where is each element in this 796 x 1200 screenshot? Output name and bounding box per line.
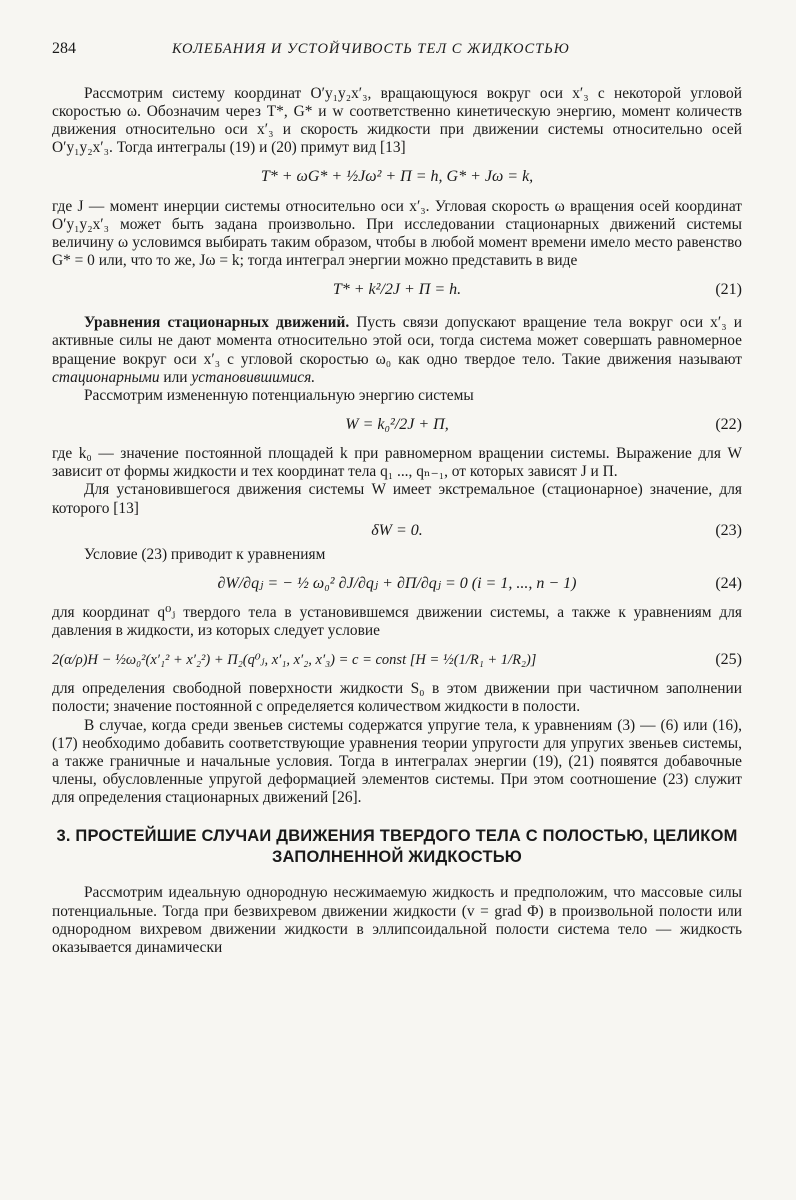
equation-25-label: (25) xyxy=(715,650,742,668)
paragraph-9: для определения свободной поверхности жидкости S₀ в этом движении при частичном заполнении полости; значение постоянной c определяется количеством жидкости в полости. xyxy=(52,680,742,716)
equation-23-label: (23) xyxy=(715,522,742,540)
equation-22-label: (22) xyxy=(715,415,742,433)
paragraph-4: Рассмотрим измененную потенциальную энергию системы xyxy=(84,386,474,404)
term-stationary: стационарными xyxy=(52,368,160,386)
equation-25-formula: 2(α/ρ)H − ½ω₀²(x′₁² + x′₂²) + Π₂(q⁰ⱼ, x′₁, x′₂, x′₃) = c = const [H = ½(1/R₁ + 1/R₂)] xyxy=(52,651,537,668)
page xyxy=(52,40,742,957)
paragraph-10: В случае, когда среди звеньев системы содержатся упругие тела, к уравнениям (3) — (6) или (16), (17) необходимо добавить соответствующие уравнения теории упругости для упругих звеньев системы, а также граничные и начальные условия. Тогда в интегралах энергии (19), (21) появятся добавочные члены, обусловленные упругой деформацией элементов системы. При этом соотношение (23) служит для определения стационарных движений [26]. xyxy=(52,716,742,807)
term-established: установившимися. xyxy=(191,368,316,386)
paragraph-8: для координат q⁰ⱼ твердого тела в установившемся движении системы, а также к уравнениям для давления в жидкости, из которых следует условие xyxy=(52,603,742,640)
equation-22 xyxy=(52,405,742,445)
equation-integrals-formula: T* + ωG* + ½Jω² + Π = h, G* + Jω = k, xyxy=(260,168,534,186)
section-title: 3. ПРОСТЕЙШИЕ СЛУЧАИ ДВИЖЕНИЯ ТВЕРДОГО ТЕЛА С ПОЛОСТЬЮ, ЦЕЛИКОМ ЗАПОЛНЕННОЙ ЖИДКОСТЬЮ xyxy=(56,826,738,866)
paragraph-3-body: Пусть связи допускают вращение тела вокруг оси x′₃ и активные силы не дают момента относительно этой оси, тогда система может совершать равномерное вращение вокруг оси x′₃ с угловой скоростью ω₀ как одно твердое тело. Такие движения называют xyxy=(52,314,742,368)
equation-21-formula: T* + k²/2J + Π = h. xyxy=(332,280,462,298)
paragraph-6: Для установившегося движения системы W имеет экстремальное (стационарное) значение, для которого [13] xyxy=(52,481,742,517)
paragraph-5: где k₀ — значение постоянной площадей k при равномерном вращении системы. Выражение для W зависит от формы жидкости и тех координат тела q₁ ..., qₙ₋₁, от которых зависят J и Π. xyxy=(52,445,742,481)
equation-21 xyxy=(52,270,742,310)
equation-25 xyxy=(52,640,742,680)
paragraph-2: где J — момент инерции системы относительно оси x′₃. Угловая скорость ω вращения осей координат O′y₁y₂x′₃ может быть задана произвольно. При исследовании стационарных движений системы величину ω условимся выбирать таким образом, чтобы в любой момент времени имело место равенство G* = 0 или, что то же, Jω = k; тогда интеграл энергии можно представить в виде xyxy=(52,197,742,270)
paragraph-11: Рассмотрим идеальную однородную несжимаемую жидкость и предположим, что массовые силы потенциальные. Тогда при безвихревом движении жидкости (v = grad Φ) в произвольной полости или однородном вихревом движении жидкости в эллипсоидальной полости система тело — жидкость оказывается динамически xyxy=(52,884,742,956)
paragraph-3-heading: Уравнения стационарных движений. xyxy=(84,314,350,332)
paragraph-7: Условие (23) приводит к уравнениям xyxy=(84,545,326,563)
equation-22-formula: W = k₀²/2J + Π, xyxy=(345,415,449,433)
equation-24 xyxy=(52,564,742,604)
running-title: КОЛЕБАНИЯ И УСТОЙЧИВОСТЬ ТЕЛ С ЖИДКОСТЬЮ xyxy=(172,41,570,57)
equation-24-formula: ∂W/∂qⱼ = − ½ ω₀² ∂J/∂qⱼ + ∂Π/∂qⱼ = 0 (i = 1, ..., n − 1) xyxy=(217,574,577,592)
equation-24-label: (24) xyxy=(715,574,742,592)
paragraph-3 xyxy=(52,314,742,387)
equation-integrals xyxy=(52,158,742,198)
paragraph-3-or: или xyxy=(163,368,188,386)
page-number: 284 xyxy=(52,40,76,57)
equation-21-label: (21) xyxy=(715,280,742,298)
equation-23-formula: δW = 0. xyxy=(371,522,423,540)
equation-23 xyxy=(52,518,742,546)
paragraph-1: Рассмотрим систему координат O′y₁y₂x′₃, вращающуюся вокруг оси x′₃ с некоторой угловой скоростью ω. Обозначим через T*, G* и w соответственно кинетическую энергию, момент количеств движения относительно оси x′₃ и скорость жидкости при движении системы относительно осей O′y₁y₂x′₃. Тогда интегралы (19) и (20) примут вид [13] xyxy=(52,84,742,157)
page-header xyxy=(52,40,742,59)
